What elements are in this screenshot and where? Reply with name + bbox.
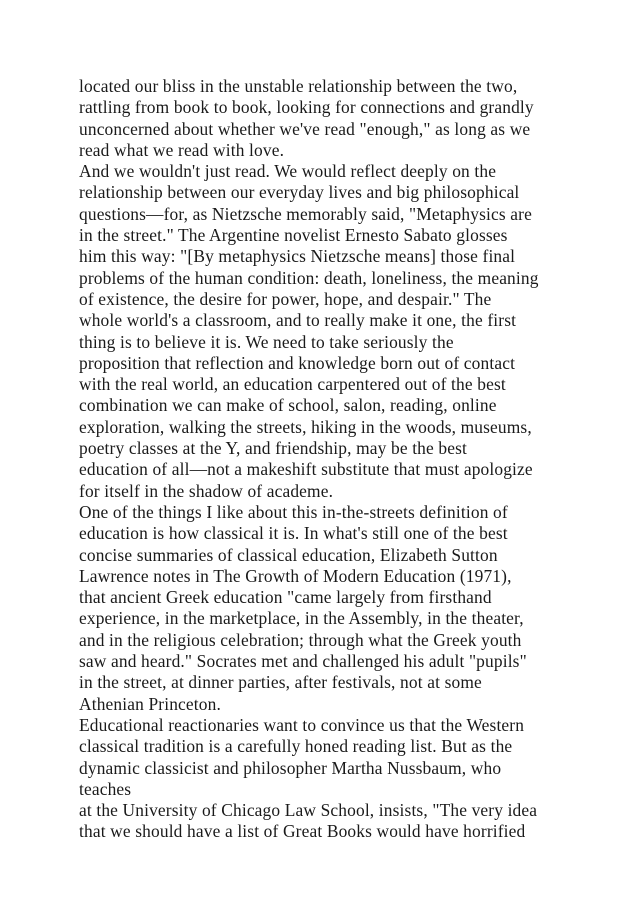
text-line: whole world's a classroom, and to really make it one, the first	[79, 310, 517, 331]
text-line: proposition that reflection and knowledge born out of contact	[79, 352, 516, 373]
text-line: problems of the human condition: death, loneliness, the meaning	[79, 267, 539, 288]
body-text	[79, 76, 619, 843]
text-line: combination we can make of school, salon, reading, online	[79, 395, 497, 416]
text-line: and in the religious celebration; through what the Greek youth	[79, 629, 522, 650]
text-line: And we wouldn't just read. We would reflect deeply on the	[79, 161, 497, 182]
text-line: relationship between our everyday lives and big philosophical	[79, 182, 520, 203]
text-line: of existence, the desire for power, hope, and despair." The	[79, 288, 492, 309]
text-line: experience, in the marketplace, in the Assembly, in the theater,	[79, 608, 524, 629]
text-line: exploration, walking the streets, hiking in the woods, museums,	[79, 416, 532, 437]
text-line: thing is to believe it is. We need to take seriously the	[79, 331, 454, 352]
text-line: poetry classes at the Y, and friendship, may be the best	[79, 438, 467, 459]
text-line: One of the things I like about this in-the-streets definition of	[79, 501, 508, 522]
text-line: education of all—not a makeshift substitute that must apologize	[79, 459, 533, 480]
text-line: saw and heard." Socrates met and challenged his adult "pupils"	[79, 651, 527, 672]
text-line: read what we read with love.	[79, 139, 285, 160]
text-line: in the street." The Argentine novelist Ernesto Sabato glosses	[79, 225, 508, 246]
text-line: classical tradition is a carefully honed reading list. But as the	[79, 736, 513, 757]
text-line: unconcerned about whether we've read "enough," as long as we	[79, 118, 531, 139]
text-line: that we should have a list of Great Books would have horrified	[79, 821, 526, 842]
text-line: him this way: "[By metaphysics Nietzsche means] those final	[79, 246, 516, 267]
text-line: dynamic classicist and philosopher Martha Nussbaum, who	[79, 757, 502, 778]
text-line: Lawrence notes in The Growth of Modern Education (1971),	[79, 565, 512, 586]
text-line: concise summaries of classical education, Elizabeth Sutton	[79, 544, 498, 565]
text-line: rattling from book to book, looking for connections and grandly	[79, 97, 534, 118]
text-line: that ancient Greek education "came largely from firsthand	[79, 587, 492, 608]
text-line: with the real world, an education carpentered out of the best	[79, 374, 506, 395]
text-line: Educational reactionaries want to convince us that the Western	[79, 714, 525, 735]
text-line: teaches	[79, 778, 132, 799]
text-line: Athenian Princeton.	[79, 693, 221, 714]
text-line: education is how classical it is. In what's still one of the best	[79, 523, 508, 544]
text-line: in the street, at dinner parties, after festivals, not at some	[79, 672, 482, 693]
text-line: questions—for, as Nietzsche memorably said, "Metaphysics are	[79, 203, 532, 224]
text-line: for itself in the shadow of academe.	[79, 480, 334, 501]
text-line: located our bliss in the unstable relationship between the two,	[79, 76, 518, 96]
text-line: at the University of Chicago Law School, insists, "The very idea	[79, 800, 538, 821]
